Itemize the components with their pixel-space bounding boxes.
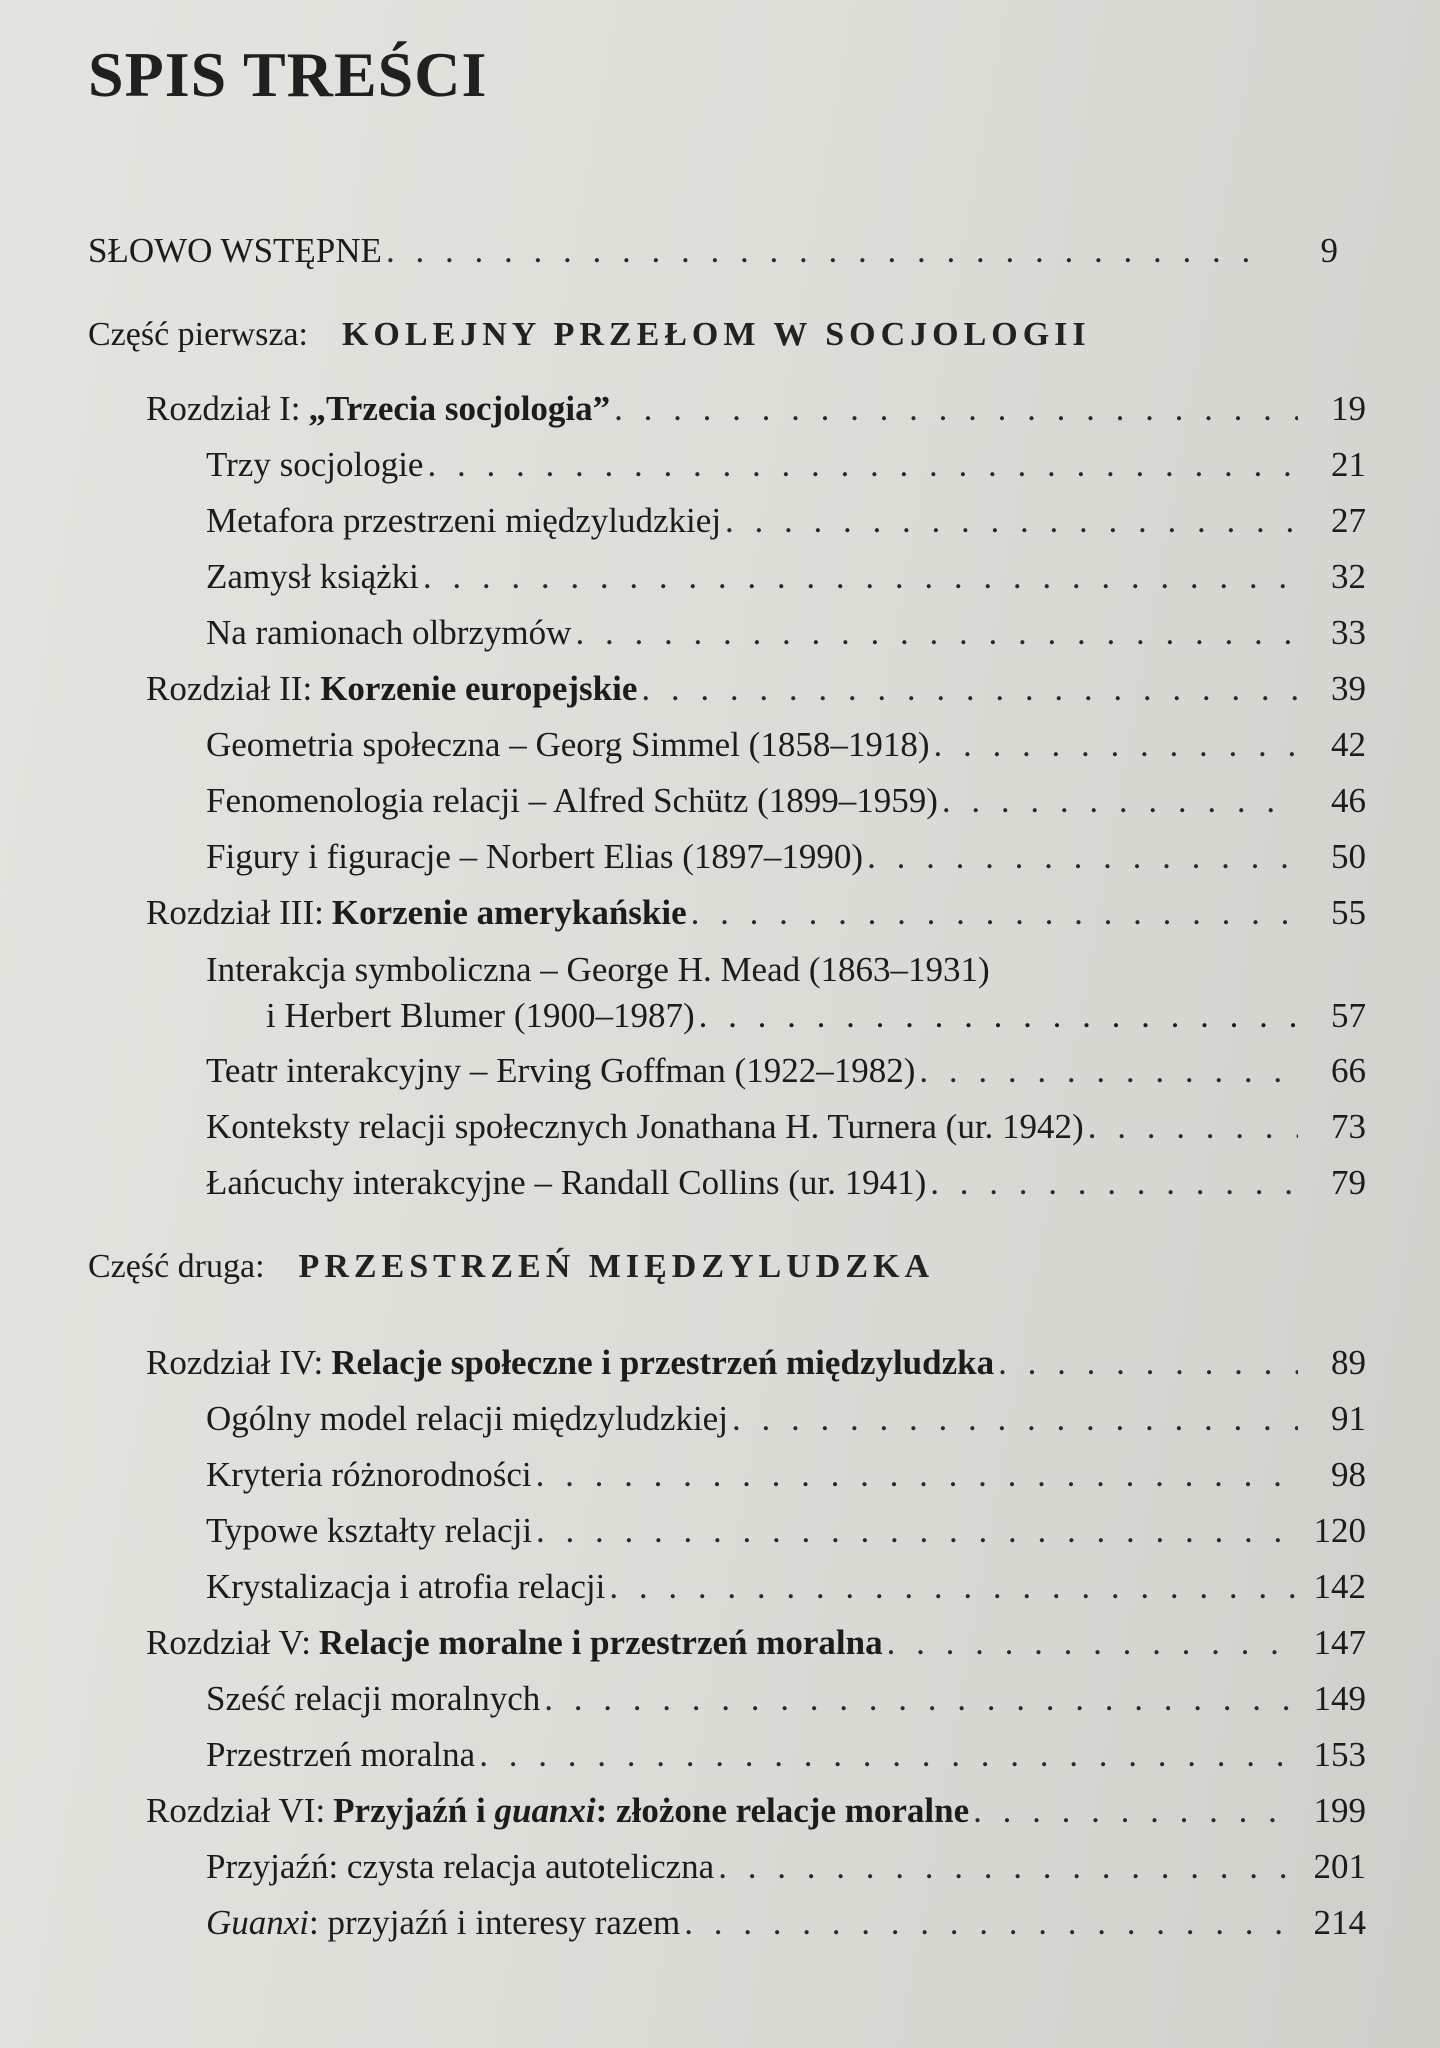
page-number: 39 [1331, 669, 1366, 708]
toc-section[interactable] [206, 500, 1366, 556]
section-title: Krystalizacja i atrofia relacji [206, 1567, 606, 1606]
chapter-label: Rozdział II: [146, 669, 313, 708]
toc-section[interactable] [206, 780, 1366, 836]
part-label: Część pierwsza: [88, 316, 308, 353]
dot-leader [942, 780, 1298, 822]
chapter-title-part: Przyjaźń i [333, 1791, 486, 1830]
dot-leader [427, 444, 1298, 486]
chapter-title: Korzenie amerykańskie [331, 893, 687, 932]
section-title: Konteksty relacji społecznych Jonathana H. Turnera (ur. 1942) [206, 1107, 1084, 1146]
page-number: 32 [1331, 557, 1366, 596]
page-number: 9 [1320, 231, 1338, 270]
dot-leader [919, 1050, 1298, 1092]
dot-leader [691, 892, 1298, 934]
section-title: Przyjaźń: czysta relacja autoteliczna [206, 1847, 715, 1886]
toc-section[interactable] [206, 1734, 1366, 1790]
toc-section[interactable] [206, 1454, 1366, 1510]
toc-chapter[interactable] [146, 1622, 1366, 1678]
page-number: 19 [1331, 389, 1366, 428]
page-number: 98 [1331, 1455, 1366, 1494]
toc-section[interactable] [206, 1106, 1366, 1162]
chapter-title: Korzenie europejskie [320, 669, 638, 708]
dot-leader [699, 994, 1298, 1038]
toc-section[interactable] [206, 1162, 1366, 1218]
part-label: Część druga: [88, 1248, 265, 1285]
section-title: Fenomenologia relacji – Alfred Schütz (1899–1959) [206, 781, 938, 820]
dot-leader [933, 724, 1298, 766]
section-title: Figury i figuracje – Norbert Elias (1897–1990) [206, 837, 864, 876]
section-title: Kryteria różnorodności [206, 1455, 532, 1494]
section-title: : przyjaźń i interesy razem [309, 1903, 681, 1942]
part-title: PRZESTRZEŃ MIĘDZYLUDZKA [298, 1248, 935, 1285]
toc-section[interactable] [206, 1566, 1366, 1622]
dot-leader [536, 1510, 1298, 1552]
part-title: KOLEJNY PRZEŁOM W SOCJOLOGII [341, 316, 1091, 353]
dot-leader [887, 1622, 1298, 1664]
section-title: Łańcuchy interakcyjne – Randall Collins (ur. 1941) [206, 1163, 927, 1202]
section-title: Sześć relacji moralnych [206, 1679, 541, 1718]
page-number: 214 [1313, 1903, 1366, 1942]
part-header [88, 316, 1440, 388]
dot-leader [641, 668, 1298, 710]
section-title: Geometria społeczna – Georg Simmel (1858–1918) [206, 725, 930, 764]
dot-leader [609, 1566, 1298, 1608]
toc-section[interactable] [206, 612, 1366, 668]
toc-section[interactable] [206, 1050, 1366, 1106]
page-number: 201 [1313, 1847, 1366, 1886]
chapter-label: Rozdział III: [146, 893, 324, 932]
toc-chapter[interactable] [146, 1342, 1366, 1398]
entry-title: SŁOWO WSTĘPNE [88, 231, 382, 270]
page-number: 91 [1331, 1399, 1366, 1438]
page-number: 50 [1331, 837, 1366, 876]
dot-leader [930, 1162, 1298, 1204]
page-number: 142 [1313, 1567, 1366, 1606]
section-title-continued: i Herbert Blumer (1900–1987) [266, 996, 695, 1035]
chapter-title [333, 1791, 969, 1830]
section-title: Przestrzeń moralna [206, 1735, 476, 1774]
dot-leader [973, 1790, 1298, 1832]
section-title: Ogólny model relacji międzyludzkiej [206, 1399, 728, 1438]
toc-chapter[interactable] [146, 1790, 1366, 1846]
section-title: Typowe kształty relacji [206, 1511, 533, 1550]
page-number: 199 [1313, 1791, 1366, 1830]
page-number: 153 [1313, 1735, 1366, 1774]
dot-leader [423, 556, 1298, 598]
page-number: 21 [1331, 445, 1366, 484]
page-number: 79 [1331, 1163, 1366, 1202]
chapter-label: Rozdział V: [146, 1623, 311, 1662]
dot-leader [386, 230, 1270, 272]
toc-entry-foreword[interactable] [88, 230, 1338, 286]
toc-section[interactable] [206, 444, 1366, 500]
toc-chapter[interactable] [146, 388, 1366, 444]
chapter-label: Rozdział I: [146, 389, 301, 428]
section-title: Trzy socjologie [206, 445, 424, 484]
page-number: 147 [1313, 1623, 1366, 1662]
chapter-title-part: : złożone relacje moralne [595, 1791, 970, 1830]
chapter-title: Relacje moralne i przestrzeń moralna [318, 1623, 883, 1662]
dot-leader [544, 1678, 1298, 1720]
toc-section[interactable] [206, 556, 1366, 612]
page-number: 89 [1331, 1343, 1366, 1382]
toc-section[interactable] [206, 1398, 1366, 1454]
section-title: Teatr interakcyjny – Erving Goffman (1922–1982) [206, 1051, 916, 1090]
chapter-title: Relacje społeczne i przestrzeń międzyludzka [331, 1343, 995, 1382]
toc-section[interactable] [206, 724, 1366, 780]
page-number: 55 [1331, 893, 1366, 932]
page-number: 120 [1313, 1511, 1366, 1550]
section-title-italic: Guanxi [206, 1903, 310, 1942]
toc-section[interactable] [206, 1846, 1366, 1902]
section-title: Zamysł książki [206, 557, 419, 596]
dot-leader [732, 1398, 1298, 1440]
page-number: 57 [1331, 996, 1366, 1035]
page-number: 33 [1331, 613, 1366, 652]
page-number: 46 [1331, 781, 1366, 820]
chapter-label: Rozdział IV: [146, 1343, 324, 1382]
dot-leader [536, 1454, 1298, 1496]
page-number: 73 [1331, 1107, 1366, 1146]
toc-section-multiline[interactable] [206, 948, 1366, 1050]
toc-section[interactable] [206, 1678, 1366, 1734]
toc-section[interactable] [206, 1510, 1366, 1566]
dot-leader [867, 836, 1298, 878]
toc-section[interactable] [206, 836, 1366, 892]
part-header [88, 1248, 1440, 1320]
toc-chapter[interactable] [146, 892, 1366, 948]
dot-leader [1088, 1106, 1298, 1148]
toc-chapter[interactable] [146, 668, 1366, 724]
dot-leader [998, 1342, 1298, 1384]
toc-section[interactable] [206, 1902, 1366, 1958]
dot-leader [479, 1734, 1298, 1776]
page-title: SPIS TREŚCI [88, 39, 488, 110]
chapter-label: Rozdział VI: [146, 1791, 326, 1830]
dot-leader [575, 612, 1298, 654]
chapter-title: „Trzecia socjologia” [308, 389, 611, 428]
page-number: 27 [1331, 501, 1366, 540]
dot-leader [725, 500, 1298, 542]
dot-leader [614, 388, 1298, 430]
page-number: 42 [1331, 725, 1366, 764]
page-number: 66 [1331, 1051, 1366, 1090]
dot-leader [718, 1846, 1298, 1888]
dot-leader [684, 1902, 1298, 1944]
section-title: Na ramionach olbrzymów [206, 613, 572, 652]
chapter-title-italic: guanxi [494, 1791, 596, 1830]
section-title: Metafora przestrzeni międzyludzkiej [206, 501, 722, 540]
section-title: Interakcja symboliczna – George H. Mead (1863–1931) [206, 950, 990, 989]
page-number: 149 [1313, 1679, 1366, 1718]
